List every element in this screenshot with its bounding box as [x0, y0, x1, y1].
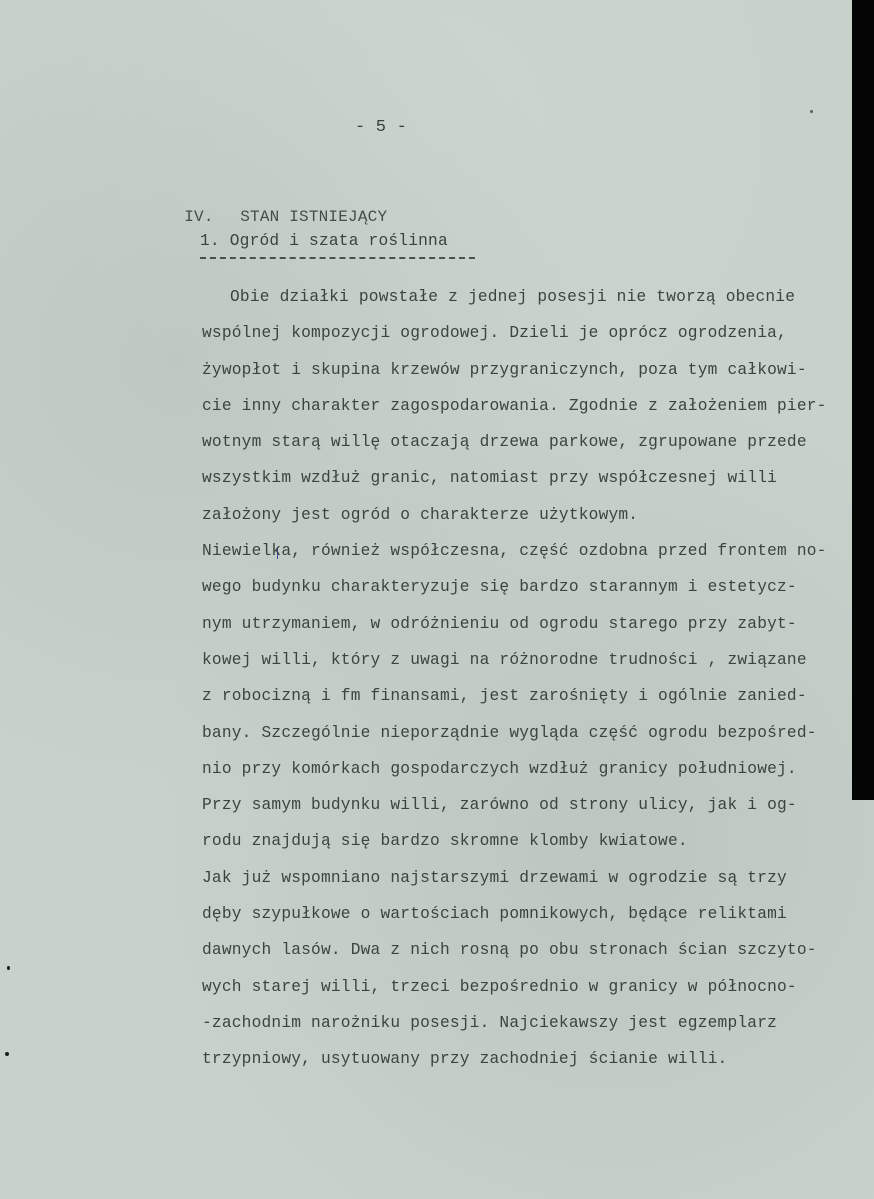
- section-numeral: IV.: [184, 208, 214, 226]
- section-title: STAN ISTNIEJĄCY: [240, 208, 388, 226]
- text-line: bany. Szczególnie nieporządnie wygląda część ogrodu bezpośred-: [202, 723, 817, 742]
- text-line: nio przy komórkach gospodarczych wzdłuż granicy południowej.: [202, 759, 797, 778]
- body-text: [202, 283, 874, 1082]
- text-line: żywopłot i skupina krzewów przygraniczynch, poza tym całkowi-: [202, 360, 807, 379]
- text-line: nym utrzymaniem, w odróżnieniu od ogrodu starego przy zabyt-: [202, 614, 797, 633]
- text-line: rodu znajdują się bardzo skromne klomby kwiatowe.: [202, 832, 688, 851]
- text-line: trzypniowy, usytuowany przy zachodniej ścianie willi.: [202, 1050, 728, 1069]
- text-line: -zachodnim narożniku posesji. Najciekawszy jest egzemplarz: [202, 1013, 778, 1032]
- text-line: założony jest ogród o charakterze użytkowym.: [202, 505, 639, 524]
- text-line: dawnych lasów. Dwa z nich rosną po obu stronach ścian szczyto-: [202, 941, 817, 960]
- text-line: Niewielka, również współczesna, część ozdobna przed frontem no-: [202, 542, 827, 561]
- text-line: wspólnej kompozycji ogrodowej. Dzieli je oprócz ogrodzenia,: [202, 324, 787, 343]
- text-line: kowej willi, który z uwagi na różnorodne trudności , związane: [202, 650, 807, 669]
- text-line: cie inny charakter zagospodarowania. Zgodnie z założeniem pier-: [202, 396, 827, 415]
- text-line: Jak już wspomniano najstarszymi drzewami w ogrodzie są trzy: [202, 868, 787, 887]
- text-line: wego budynku charakteryzuje się bardzo starannym i estetycz-: [202, 578, 797, 597]
- page-number: - 5 -: [355, 118, 408, 137]
- text-line: wych starej willi, trzeci bezpośrednio w granicy w północno-: [202, 977, 797, 996]
- text-line: z robocizną i fm finansami, jest zarośnięty i ogólnie zanied-: [202, 687, 807, 706]
- subsection-underline: [200, 257, 475, 259]
- text-line: Obie działki powstałe z jednej posesji nie tworzą obecnie: [230, 288, 796, 306]
- text-line: wotnym starą willę otaczają drzewa parkowe, zgrupowane przede: [202, 433, 807, 452]
- subsection-heading: 1. Ogród i szata roślinna: [200, 232, 448, 250]
- text-line: wszystkim wzdłuż granic, natomiast przy współczesnej willi: [202, 469, 778, 488]
- text-line: Przy samym budynku willi, zarówno od strony ulicy, jak i og-: [202, 796, 797, 815]
- text-line: dęby szypułkowe o wartościach pomnikowych, będące reliktami: [202, 905, 787, 924]
